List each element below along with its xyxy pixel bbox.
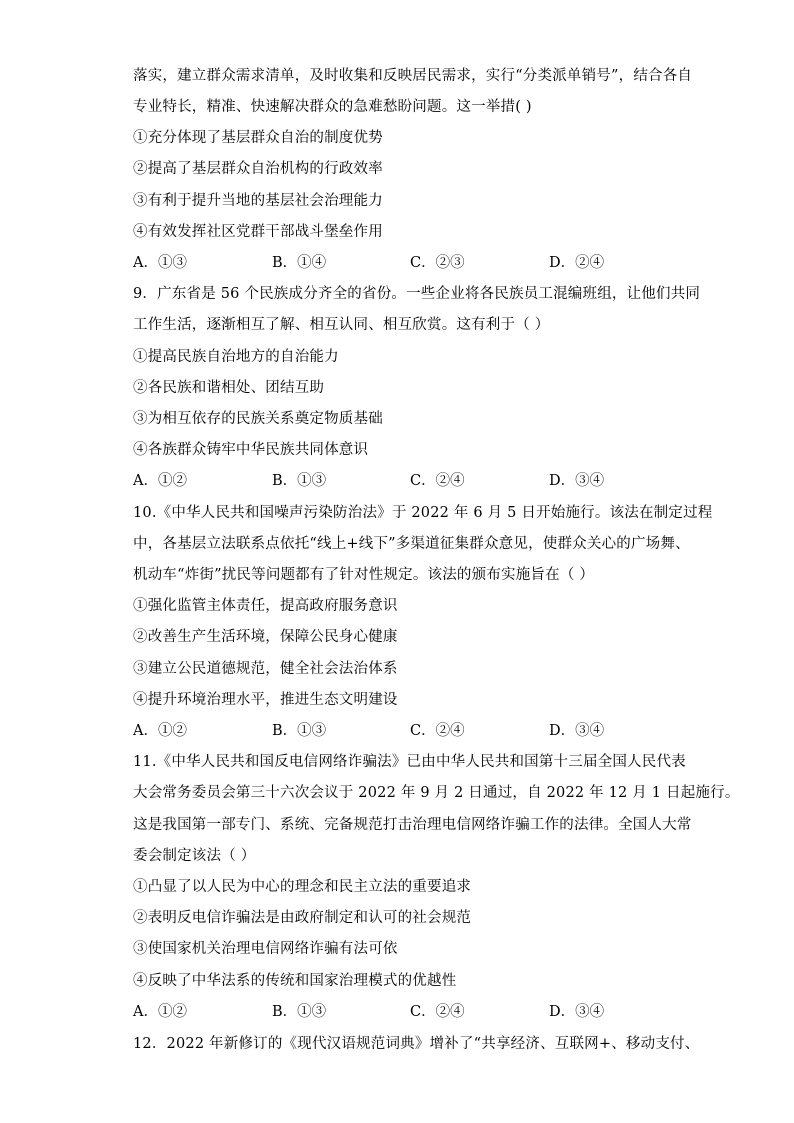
- question-8-statement-1: ①充分体现了基层群众自治的制度优势: [133, 130, 383, 146]
- question-11-statement-4: ④反映了中华法系的传统和国家治理模式的优越性: [133, 973, 457, 989]
- question-8-stem-line-2: 专业特长，精准、快速解决群众的急难愁盼问题。这一举措( ): [133, 99, 532, 115]
- question-9-statement-2: ②各民族和谐相处、团结互助: [133, 380, 325, 396]
- option-d: D．③④: [549, 1004, 605, 1020]
- option-a: A．①③: [133, 255, 187, 271]
- option-c: C．②④: [410, 723, 465, 739]
- option-a: A．①②: [133, 1004, 187, 1020]
- option-c: C．②④: [410, 1004, 465, 1020]
- question-8-stem-line-1: 落实，建立群众需求清单，及时收集和反映居民需求，实行“分类派单销号”，结合各自: [133, 68, 693, 84]
- question-10-stem-line-1: 10.《中华人民共和国噪声污染防治法》于 2022 年 6 月 5 日开始施行。该法在制定过程: [133, 505, 713, 521]
- option-d: D．③④: [549, 723, 605, 739]
- option-b: B．①③: [272, 1004, 327, 1020]
- question-11-statement-2: ②表明反电信诈骗法是由政府制定和认可的社会规范: [133, 910, 472, 926]
- question-9-statement-1: ①提高民族自治地方的自治能力: [133, 349, 339, 365]
- question-10-statement-2: ②改善生产生活环境，保障公民身心健康: [133, 629, 398, 645]
- option-d: D．③④: [549, 473, 605, 489]
- option-c: C．②③: [410, 255, 465, 271]
- option-a: A．①②: [133, 723, 187, 739]
- question-10-stem-line-3: 机动车“炸街”扰民等问题都有了针对性规定。该法的颁布实施旨在（ ）: [133, 567, 595, 583]
- question-10-stem-line-2: 中，各基层立法联系点依托“线上+线下”多渠道征集群众意见，使群众关心的广场舞、: [133, 536, 690, 552]
- question-10-statement-4: ④提升环境治理水平，推进生态文明建设: [133, 692, 398, 708]
- question-8-statement-4: ④有效发挥社区党群干部战斗堡垒作用: [133, 224, 383, 240]
- question-8-options: [133, 253, 693, 273]
- question-10-options: [133, 721, 693, 741]
- option-b: B．①③: [272, 473, 327, 489]
- question-9-stem-line-1: 9．广东省是 56 个民族成分齐全的省份。一些企业将各民族员工混编班组，让他们共同: [133, 286, 701, 302]
- question-10-statement-1: ①强化监管主体责任，提高政府服务意识: [133, 598, 398, 614]
- question-9-statement-4: ④各族群众铸牢中华民族共同体意识: [133, 442, 369, 458]
- option-a: A．①②: [133, 473, 187, 489]
- question-11-stem-line-1: 11.《中华人民共和国反电信网络诈骗法》已由中华人民共和国第十三届全国人民代表: [133, 754, 686, 770]
- question-9-statement-3: ③为相互依存的民族关系奠定物质基础: [133, 411, 383, 427]
- question-11-options: [133, 1002, 693, 1022]
- question-11-stem-line-3: 这是我国第一部专门、系统、完备规范打击治理电信网络诈骗工作的法律。全国人大常: [133, 817, 692, 833]
- question-12-stem-line-1: 12．2022 年新修订的《现代汉语规范词典》增补了“共享经济、互联网+、移动支付、: [133, 1036, 700, 1052]
- question-10-statement-3: ③建立公民道德规范，健全社会法治体系: [133, 661, 398, 677]
- option-d: D．②④: [549, 255, 605, 271]
- question-11-statement-1: ①凸显了以人民为中心的理念和民主立法的重要追求: [133, 879, 472, 895]
- question-9-options: [133, 471, 693, 491]
- option-b: B．①④: [272, 255, 327, 271]
- question-9-stem-line-2: 工作生活，逐渐相互了解、相互认同、相互欣赏。这有利于（ ）: [133, 317, 550, 333]
- question-8-statement-3: ③有利于提升当地的基层社会治理能力: [133, 193, 383, 209]
- question-11-stem-line-2: 大会常务委员会第三十六次会议于 2022 年 9 月 2 日通过，自 2022 年 12 月 1 日起施行。: [133, 785, 740, 801]
- question-8-statement-2: ②提高了基层群众自治机构的行政效率: [133, 161, 383, 177]
- question-11-stem-line-4: 委会制定该法（ ）: [133, 848, 256, 864]
- option-c: C．②④: [410, 473, 465, 489]
- question-11-statement-3: ③使国家机关治理电信网络诈骗有法可依: [133, 941, 398, 957]
- option-b: B．①③: [272, 723, 327, 739]
